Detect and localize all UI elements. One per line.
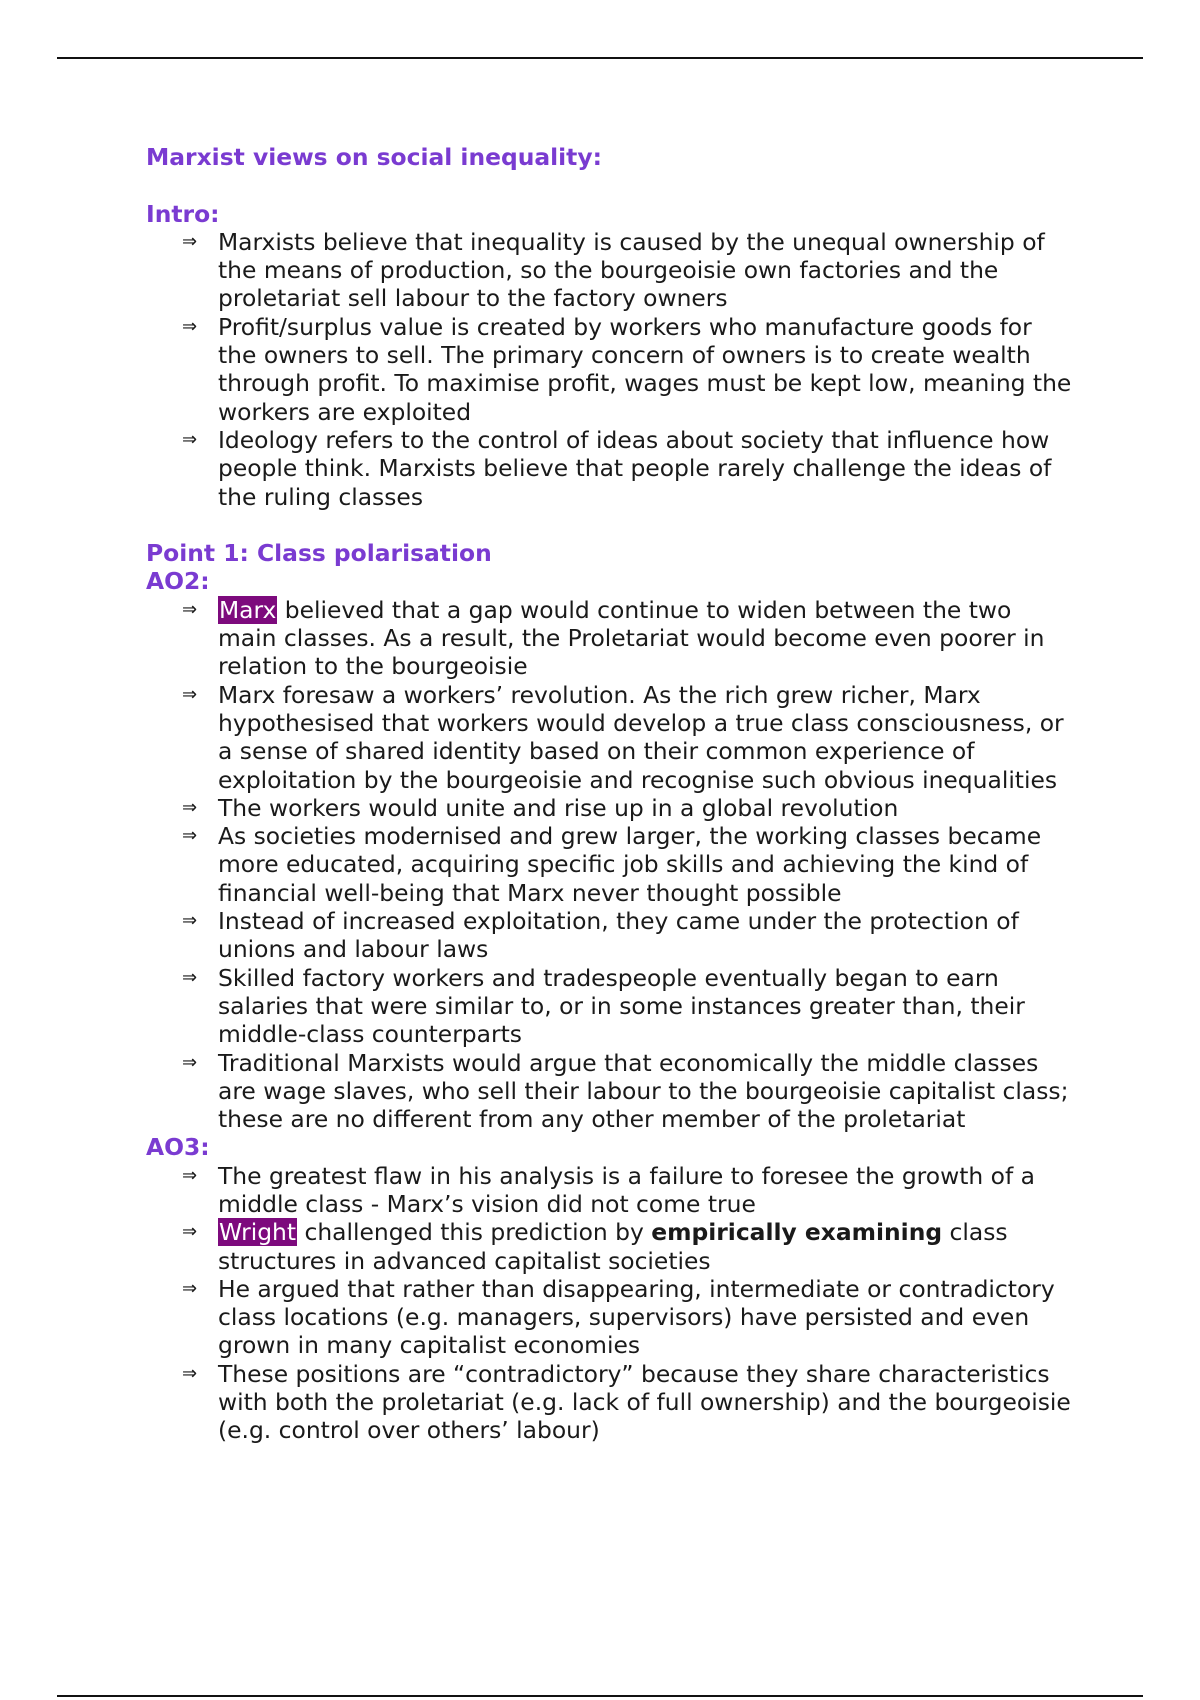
list-item bbox=[182, 1161, 1076, 1219]
list-item-text: Marx foresaw a workers’ revolution. As the rich grew richer, Marx hypothesised that workers would develop a true class consciousness, or a sense of shared identity based on their common experience of exploitation by the bourgeoisie and recognise such obvious inequalities bbox=[218, 680, 1064, 794]
list-item bbox=[182, 1359, 1076, 1445]
bold-phrase: empirically examining bbox=[651, 1218, 943, 1247]
highlighted-name-marx: Marx bbox=[219, 595, 277, 624]
list-item bbox=[182, 1218, 1076, 1275]
top-page-rule bbox=[57, 57, 1143, 59]
right-arrow-icon: ⇒ bbox=[182, 966, 198, 988]
right-arrow-icon: ⇒ bbox=[182, 230, 198, 252]
list-item-text: Profit/surplus value is created by workers who manufacture goods for the owners to sell. The primary concern of owners is to create wealth through profit. To maximise profit, wages must be kept low, meaning the workers are exploited bbox=[218, 312, 1072, 426]
document-title: Marxist views on social inequality: bbox=[146, 143, 602, 171]
right-arrow-icon: ⇒ bbox=[182, 1221, 198, 1243]
spacer bbox=[146, 171, 1076, 199]
list-item-text: Instead of increased exploitation, they came under the protection of unions and labour laws bbox=[218, 907, 1019, 964]
list-item bbox=[182, 822, 1076, 907]
ao3-heading: AO3: bbox=[146, 1133, 210, 1162]
right-arrow-icon: ⇒ bbox=[182, 1051, 198, 1073]
intro-list bbox=[146, 228, 1076, 511]
ao2-heading: AO2: bbox=[146, 567, 210, 596]
intro-heading: Intro: bbox=[146, 199, 220, 228]
right-arrow-icon: ⇒ bbox=[182, 598, 198, 620]
list-item-text: Skilled factory workers and tradespeople eventually began to earn salaries that were similar to, or in some instances greater than, their middle-class counterparts bbox=[218, 963, 1025, 1049]
right-arrow-icon: ⇒ bbox=[182, 315, 198, 337]
list-item-text: The greatest flaw in his analysis is a failure to foresee the growth of a middle class - Marx’s vision did not come true bbox=[218, 1161, 1035, 1218]
list-item-text: Marxists believe that inequality is caused by the unequal ownership of the means of production, so the bourgeoisie own factories and the proletariat sell labour to the factory owners bbox=[218, 227, 1045, 313]
ao2-list bbox=[146, 596, 1076, 1134]
list-item bbox=[182, 680, 1076, 794]
list-item bbox=[182, 963, 1076, 1049]
list-item-text: The workers would unite and rise up in a global revolution bbox=[218, 793, 899, 822]
list-item bbox=[182, 907, 1076, 964]
list-item-text: Ideology refers to the control of ideas about society that influence how people think. Marxists believe that people rarely challenge the ideas of the ruling classes bbox=[218, 425, 1052, 511]
right-arrow-icon: ⇒ bbox=[182, 1164, 198, 1186]
list-item bbox=[182, 1274, 1076, 1360]
list-item-text: He argued that rather than disappearing, intermediate or contradictory class locations (e.g. managers, supervisors) have persisted and even grown in many capitalist economies bbox=[218, 1274, 1055, 1360]
right-arrow-icon: ⇒ bbox=[182, 428, 198, 450]
right-arrow-icon: ⇒ bbox=[182, 1277, 198, 1299]
point1-heading: Point 1: Class polarisation bbox=[146, 539, 492, 568]
highlighted-name-wright: Wright bbox=[219, 1218, 297, 1247]
list-item-text: As societies modernised and grew larger, the working classes became more educated, acquiring specific job skills and achieving the kind of financial well-being that Marx never thought possible bbox=[218, 822, 1042, 907]
right-arrow-icon: ⇒ bbox=[182, 683, 198, 705]
list-item-text: Traditional Marxists would argue that economically the middle classes are wage slaves, who sell their labour to the bourgeoisie capitalist class; these are no different from any other member of the proletariat bbox=[218, 1048, 1069, 1134]
list-item bbox=[182, 425, 1076, 511]
right-arrow-icon: ⇒ bbox=[182, 796, 198, 818]
list-item-text: challenged this prediction by bbox=[297, 1218, 652, 1247]
right-arrow-icon: ⇒ bbox=[182, 1362, 198, 1384]
list-item-text: These positions are “contradictory” because they share characteristics with both the proletariat (e.g. lack of full ownership) and the bourgeoisie (e.g. control over others’ labour) bbox=[218, 1359, 1071, 1445]
list-item bbox=[182, 595, 1076, 681]
list-item bbox=[182, 312, 1076, 426]
spacer bbox=[146, 511, 1076, 539]
document-body bbox=[146, 143, 1076, 1445]
right-arrow-icon: ⇒ bbox=[182, 910, 198, 932]
list-item bbox=[182, 1048, 1076, 1134]
right-arrow-icon: ⇒ bbox=[182, 825, 198, 847]
list-item bbox=[182, 793, 1076, 822]
list-item bbox=[182, 227, 1076, 313]
list-item-text: class structures in advanced capitalist societies bbox=[218, 1218, 1008, 1275]
bottom-page-rule bbox=[57, 1695, 1143, 1697]
ao3-list bbox=[146, 1162, 1076, 1445]
list-item-text: believed that a gap would continue to widen between the two main classes. As a result, the Proletariat would become even poorer in relation to the bourgeoisie bbox=[218, 595, 1045, 681]
